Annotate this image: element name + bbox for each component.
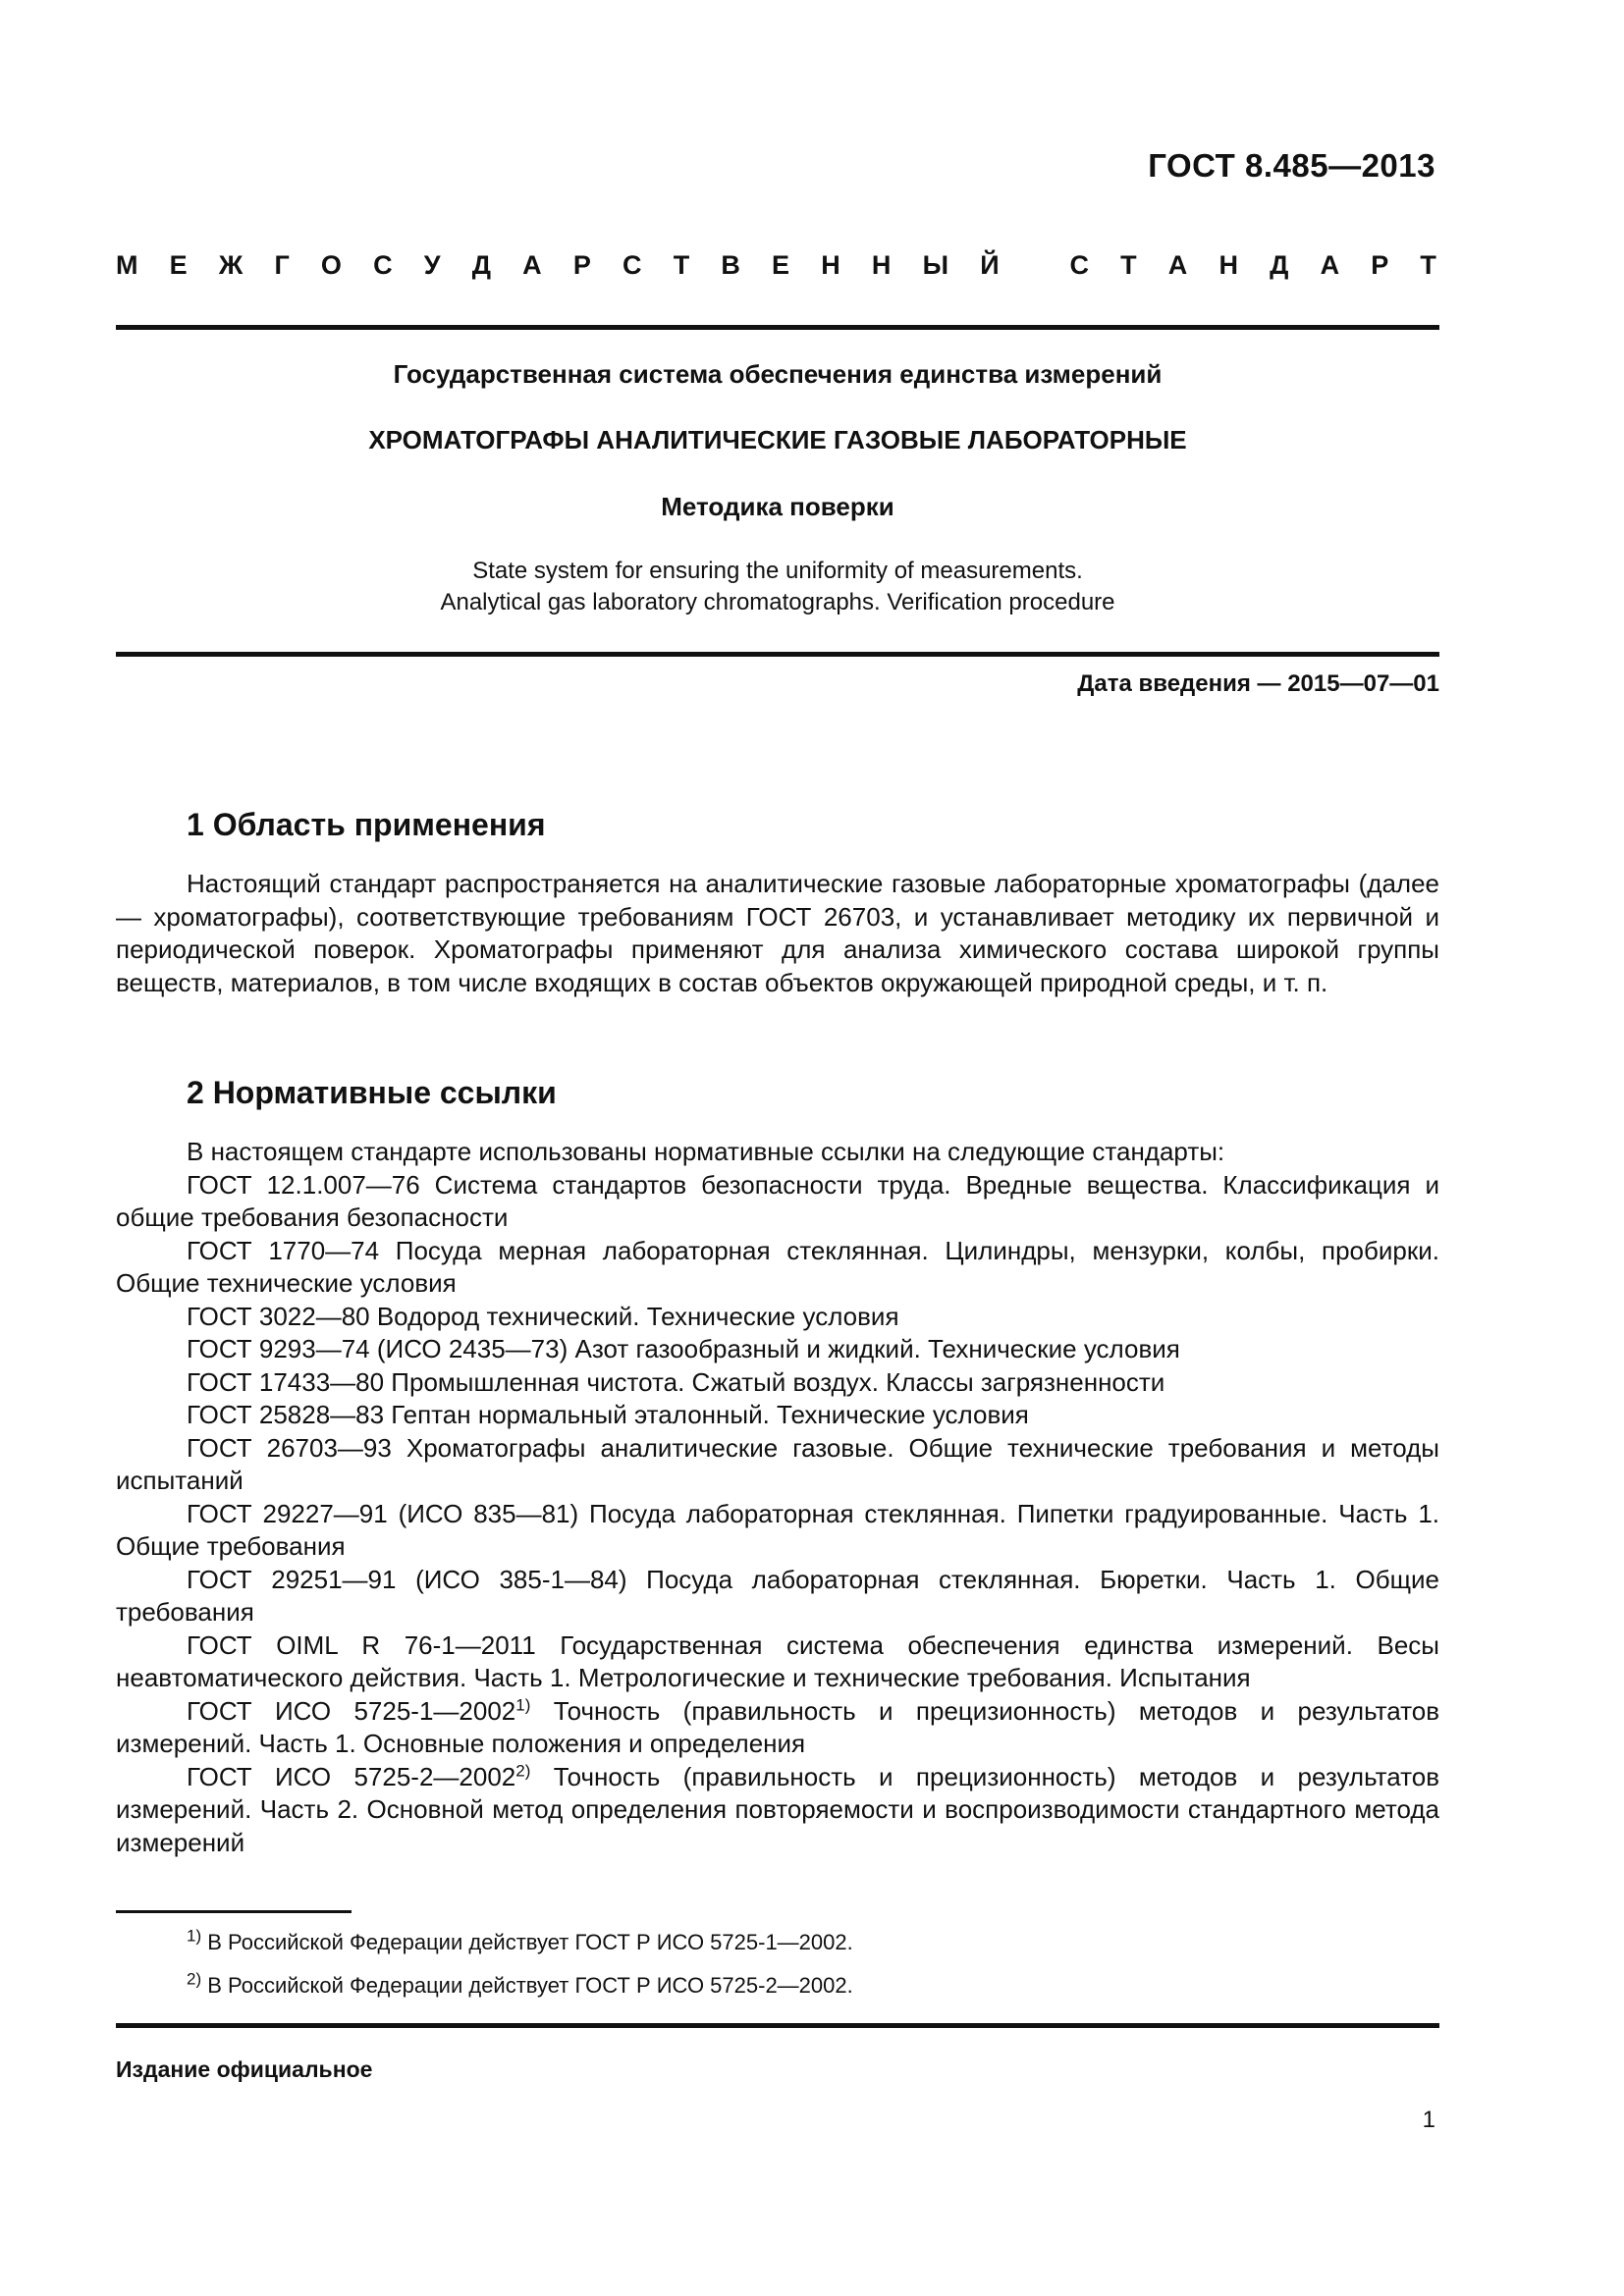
section-1-body [116, 868, 1439, 999]
reference-code: ГОСТ ИСО 5725-1—2002 [187, 1695, 516, 1726]
banner-letter: Н [871, 250, 892, 280]
reference-item: ГОСТ 12.1.007—76 Система стандартов безопасности труда. Вредные вещества. Классификация и общие требования безопасности [116, 1169, 1439, 1232]
reference-item: ГОСТ OIML R 76-1—2011 Государственная система обеспечения единства измерений. Весы неавтоматического действия. Часть 1. Метрологические и технические требования. Испытания [116, 1629, 1439, 1692]
banner-letter: Т [1120, 250, 1137, 280]
reference-text: Точность (правильность и прецизионность) методов и результатов измерений. Часть 1. Основные положения и определения [116, 1695, 1440, 1758]
banner-letter: Р [572, 250, 591, 280]
references-intro: В настоящем стандарте использованы нормативные ссылки на следующие стандарты: [187, 1137, 1225, 1166]
header-rule [116, 325, 1439, 330]
banner-letter: Н [1218, 250, 1238, 280]
banner-letter: А [1167, 250, 1188, 280]
footnote-2 [187, 1964, 853, 2007]
footnote-text: В Российской Федерации действует ГОСТ Р ИСО 5725-2—2002. [201, 1973, 853, 1998]
banner-letter: О [320, 250, 342, 280]
banner-letter: Р [1371, 250, 1389, 280]
banner-gap [1031, 250, 1039, 281]
reference-item: ГОСТ 25828—83 Гептан нормальный эталонный. Технические условия [187, 1400, 1029, 1429]
english-title-line-1: State system for ensuring the uniformity of measurements. [472, 558, 1083, 584]
banner-letter: Н [821, 250, 840, 280]
footnote-marker: 1) [515, 1694, 531, 1714]
banner-letter: Т [1420, 250, 1436, 280]
reference-item: ГОСТ 29227—91 (ИСО 835—81) Посуда лабораторная стеклянная. Пипетки градуированные. Часть 1. Общие требования [116, 1498, 1439, 1561]
document-title: ХРОМАТОГРАФЫ АНАЛИТИЧЕСКИЕ ГАЗОВЫЕ ЛАБОРАТОРНЫЕ [368, 425, 1187, 454]
english-title-line-2: Analytical gas laboratory chromatographs. Verification procedure [440, 589, 1115, 615]
page-number: 1 [1422, 2107, 1435, 2133]
reference-text: Точность (правильность и прецизионность) методов и результатов измерений. Часть 2. Основной метод определения повторяемости и воспроизводимости стандартного метода измерений [116, 1761, 1440, 1857]
effective-date: Дата введения — 2015—07—01 [1077, 670, 1439, 697]
reference-item: ГОСТ 29251—91 (ИСО 385-1—84) Посуда лабораторная стеклянная. Бюретки. Часть 1. Общие требования [116, 1564, 1439, 1627]
banner-letter: Ы [922, 250, 949, 280]
banner-letter: А [1320, 250, 1340, 280]
section-2-heading: 2 Нормативные ссылки [187, 1075, 557, 1110]
footnote-1 [187, 1921, 853, 1964]
section-1-paragraph: Настоящий стандарт распространяется на аналитические газовые лабораторные хроматографы (далее — хроматографы), соответствующие требованиям ГОСТ 26703, и устанавливает методику их первичной и периодической поверок. Хроматографы применяют для анализа химического состава широкой группы веществ, материалов, в том числе входящих в состав объектов окружающей природной среды, и т. п. [116, 869, 1439, 997]
reference-item: ГОСТ 3022—80 Водород технический. Технические условия [187, 1301, 899, 1331]
reference-item-iso-2 [116, 1761, 1439, 1860]
banner-letter: С [1069, 250, 1089, 280]
interstate-standard-banner [116, 250, 1436, 281]
reference-item: ГОСТ 1770—74 Посуда мерная лабораторная стеклянная. Цилиндры, мензурки, колбы, пробирки. Общие технические условия [116, 1235, 1439, 1298]
banner-letter: С [623, 250, 642, 280]
english-title [116, 556, 1439, 618]
system-title: Государственная система обеспечения единства измерений [393, 359, 1163, 389]
reference-item: ГОСТ 26703—93 Хроматографы аналитические газовые. Общие технические требования и методы испытаний [116, 1432, 1439, 1495]
reference-item: ГОСТ 17433—80 Промышленная чистота. Сжатый воздух. Классы загрязненности [187, 1366, 1165, 1397]
banner-letter: Е [772, 250, 790, 280]
section-2-body [116, 1136, 1439, 1859]
banner-letter: М [116, 250, 138, 280]
footnote-text: В Российской Федерации действует ГОСТ Р ИСО 5725-1—2002. [201, 1930, 853, 1954]
banner-letter: Й [980, 250, 1000, 280]
banner-letter: Ж [218, 250, 244, 280]
title-rule [116, 652, 1439, 657]
footnote-marker: 2) [515, 1760, 531, 1780]
reference-item: ГОСТ 9293—74 (ИСО 2435—73) Азот газообразный и жидкий. Технические условия [187, 1334, 1180, 1363]
footnote-marker: 2) [187, 1969, 202, 1989]
footnote-marker: 1) [187, 1926, 202, 1946]
footnote-separator [116, 1910, 352, 1913]
banner-letter: А [522, 250, 542, 280]
reference-item-iso-1 [116, 1695, 1439, 1761]
banner-letter: У [423, 250, 441, 280]
banner-letter: Т [673, 250, 690, 280]
banner-letter: Д [1270, 250, 1289, 280]
edition-label: Издание официальное [116, 2056, 373, 2082]
banner-letter: Г [274, 250, 290, 280]
section-1-heading: 1 Область применения [187, 807, 546, 842]
reference-code: ГОСТ ИСО 5725-2—2002 [187, 1761, 516, 1791]
banner-letter: Е [169, 250, 188, 280]
banner-letter: Д [471, 250, 491, 280]
banner-letter: В [721, 250, 740, 280]
document-subtitle: Методика поверки [661, 492, 894, 521]
standard-code: ГОСТ 8.485—2013 [1148, 147, 1435, 184]
footer-rule [116, 2023, 1439, 2028]
banner-letter: С [373, 250, 393, 280]
footnotes [187, 1921, 853, 2007]
